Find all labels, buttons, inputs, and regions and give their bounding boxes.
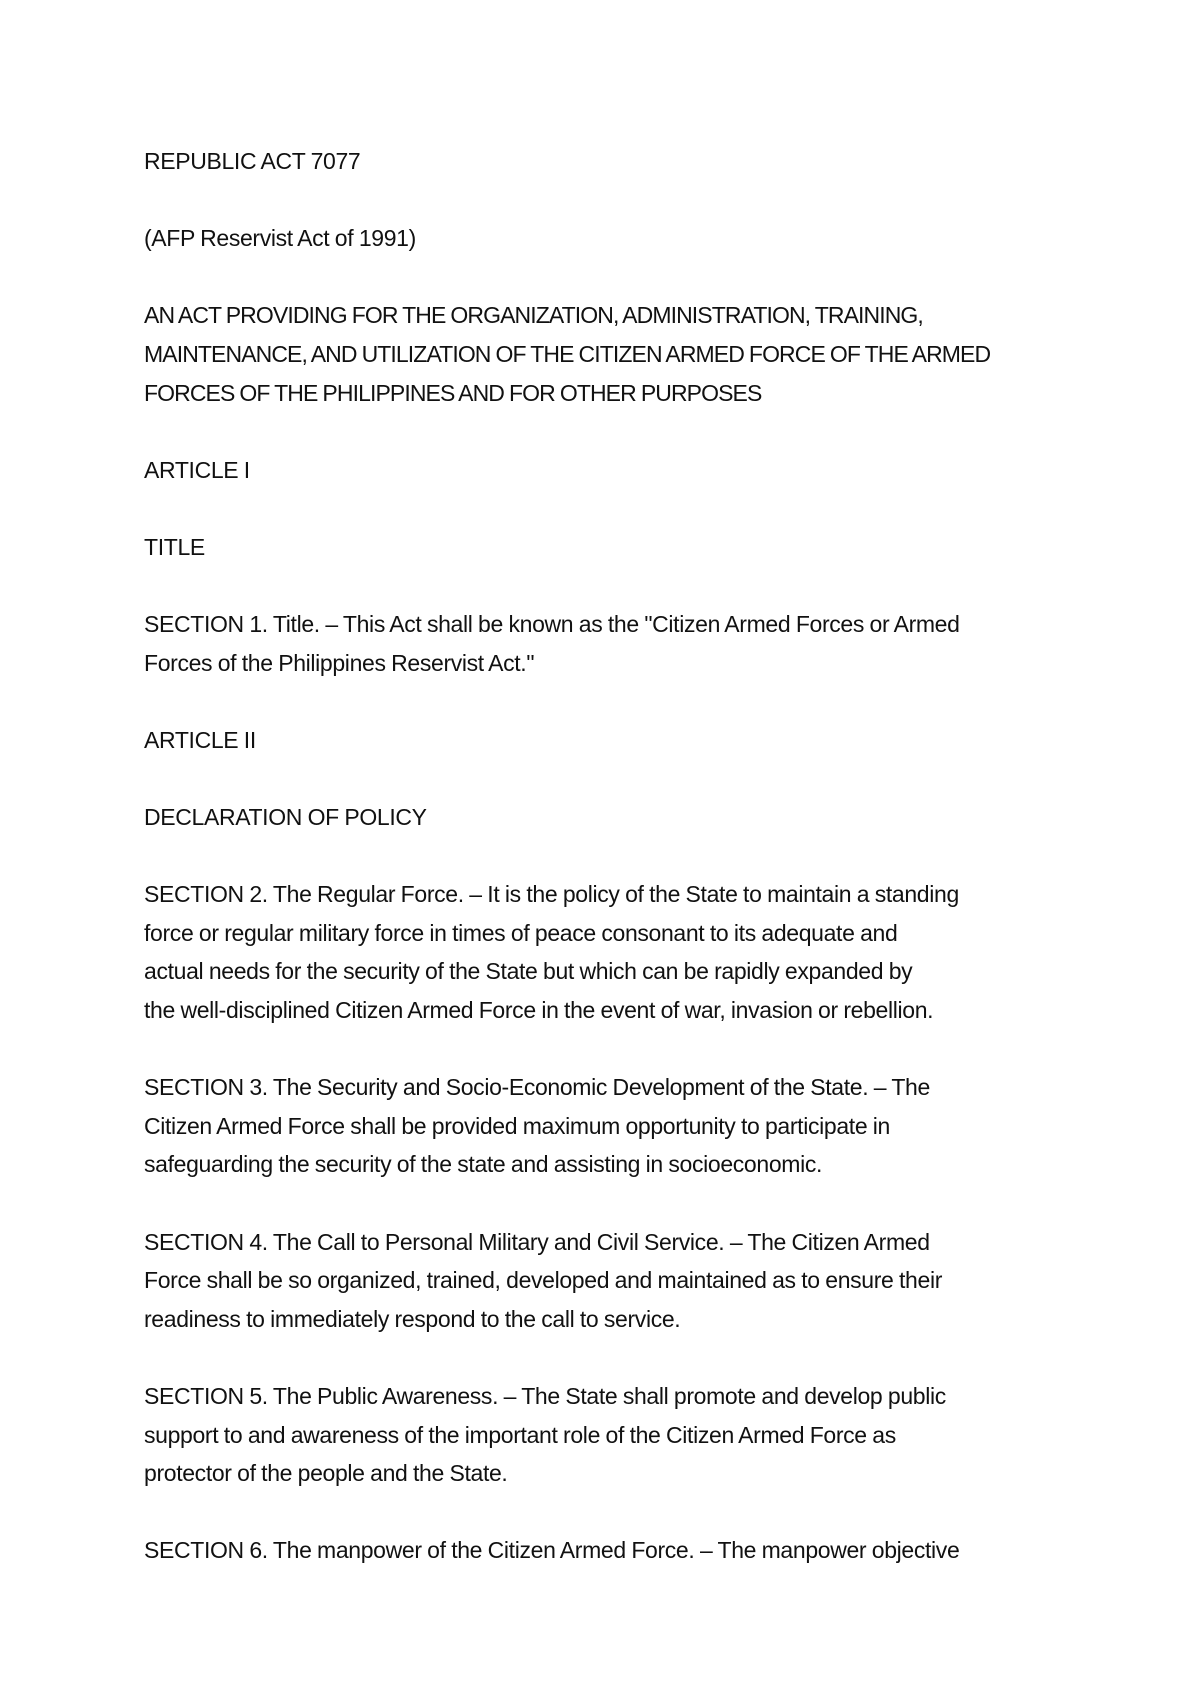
section-line: Force shall be so organized, trained, developed and maintained as to ensure their [144, 1267, 943, 1294]
section-3 [144, 1068, 1074, 1184]
section-line: SECTION 4. The Call to Personal Military and Civil Service. – The Citizen Armed [144, 1228, 930, 1255]
long-title-line: FORCES OF THE PHILIPPINES AND FOR OTHER PURPOSES [144, 379, 762, 406]
act-number [144, 142, 1074, 181]
section-line: SECTION 1. Title. – This Act shall be known as the "Citizen Armed Forces or Armed [144, 611, 960, 638]
section-line: readiness to immediately respond to the call to service. [144, 1305, 681, 1332]
section-2 [144, 875, 1074, 1029]
section-line: safeguarding the security of the state and assisting in socioeconomic. [144, 1151, 823, 1178]
section-line: the well-disciplined Citizen Armed Force in the event of war, invasion or rebellion. [144, 997, 934, 1024]
section-line: actual needs for the security of the State but which can be rapidly expanded by [144, 958, 913, 985]
section-line: protector of the people and the State. [144, 1460, 508, 1487]
article-1-heading [144, 528, 1074, 567]
article-label-text: ARTICLE I [144, 456, 250, 483]
long-title-line: AN ACT PROVIDING FOR THE ORGANIZATION, ADMINISTRATION, TRAINING, [144, 302, 923, 329]
long-title [144, 296, 1074, 412]
section-line: SECTION 5. The Public Awareness. – The State shall promote and develop public [144, 1383, 946, 1409]
act-number-text: REPUBLIC ACT 7077 [144, 148, 361, 174]
section-5 [144, 1377, 1074, 1493]
section-line: support to and awareness of the important role of the Citizen Armed Force as [144, 1421, 896, 1448]
article-2-label [144, 721, 1074, 760]
section-line: SECTION 6. The manpower of the Citizen Armed Force. – The manpower objective [144, 1537, 960, 1564]
article-heading-text: DECLARATION OF POLICY [144, 804, 427, 831]
article-label-text: ARTICLE II [144, 726, 256, 753]
article-2-heading [144, 798, 1074, 837]
document-body [144, 142, 1074, 1609]
section-line: Citizen Armed Force shall be provided maximum opportunity to participate in [144, 1112, 891, 1139]
short-title-text: (AFP Reservist Act of 1991) [144, 225, 416, 252]
short-title [144, 219, 1074, 258]
section-4 [144, 1223, 1074, 1339]
section-6 [144, 1531, 1074, 1570]
section-line: force or regular military force in times of peace consonant to its adequate and [144, 919, 898, 946]
long-title-line: MAINTENANCE, AND UTILIZATION OF THE CITIZEN ARMED FORCE OF THE ARMED [144, 340, 991, 367]
section-1 [144, 605, 1074, 682]
section-line: SECTION 3. The Security and Socio-Economic Development of the State. – The [144, 1074, 930, 1101]
section-line: SECTION 2. The Regular Force. – It is the policy of the State to maintain a standing [144, 881, 959, 908]
section-line: Forces of the Philippines Reservist Act." [144, 649, 535, 676]
article-heading-text: TITLE [144, 533, 205, 560]
article-1-label [144, 451, 1074, 490]
